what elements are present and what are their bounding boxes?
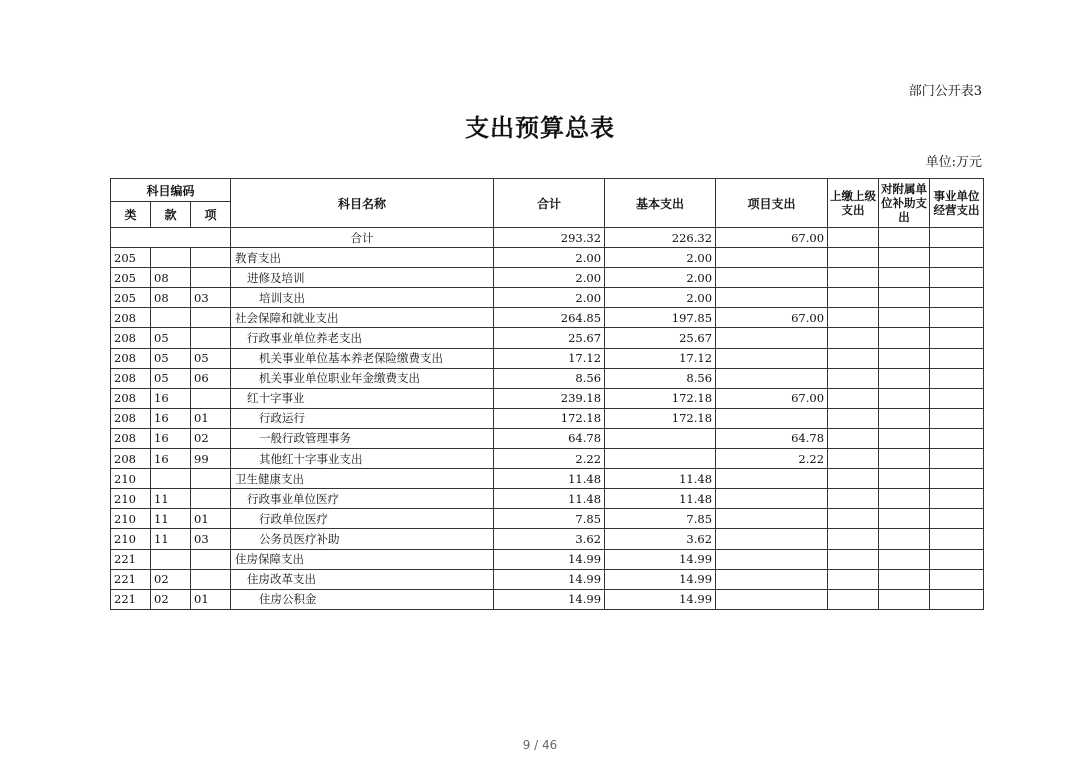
table-row bbox=[111, 308, 984, 328]
code-kuan-cell: 08 bbox=[151, 288, 191, 308]
business-cell bbox=[930, 348, 984, 368]
table-row bbox=[111, 489, 984, 509]
basic-cell: 25.67 bbox=[605, 328, 716, 348]
header-total: 合计 bbox=[494, 179, 605, 228]
code-kuan-cell bbox=[151, 248, 191, 268]
business-cell bbox=[930, 428, 984, 448]
subsidy-cell bbox=[879, 428, 930, 448]
basic-cell: 197.85 bbox=[605, 308, 716, 328]
project-cell: 67.00 bbox=[716, 308, 828, 328]
subject-name-cell: 公务员医疗补助 bbox=[231, 529, 494, 549]
code-xiang-cell bbox=[191, 308, 231, 328]
header-subject-code: 科目编码 bbox=[111, 179, 231, 202]
code-lei-cell: 205 bbox=[111, 248, 151, 268]
total-cell: 8.56 bbox=[494, 368, 605, 388]
upper-cell bbox=[828, 388, 879, 408]
header-subsidiary-subsidy: 对附属单位补助支出 bbox=[879, 179, 930, 228]
subject-name-cell: 行政事业单位医疗 bbox=[231, 489, 494, 509]
basic-cell: 172.18 bbox=[605, 408, 716, 428]
total-subsidy-cell bbox=[879, 228, 930, 248]
project-cell bbox=[716, 368, 828, 388]
code-kuan-cell: 11 bbox=[151, 509, 191, 529]
subsidy-cell bbox=[879, 288, 930, 308]
upper-cell bbox=[828, 328, 879, 348]
code-kuan-cell: 16 bbox=[151, 428, 191, 448]
code-lei-cell: 208 bbox=[111, 368, 151, 388]
subject-name-cell: 住房公积金 bbox=[231, 589, 494, 609]
table-row bbox=[111, 569, 984, 589]
subsidy-cell bbox=[879, 589, 930, 609]
code-xiang-cell bbox=[191, 268, 231, 288]
upper-cell bbox=[828, 288, 879, 308]
total-business-cell bbox=[930, 228, 984, 248]
basic-cell: 17.12 bbox=[605, 348, 716, 368]
subject-name-cell: 红十字事业 bbox=[231, 388, 494, 408]
basic-cell: 14.99 bbox=[605, 569, 716, 589]
table-row bbox=[111, 529, 984, 549]
code-kuan-cell bbox=[151, 469, 191, 489]
basic-cell: 2.00 bbox=[605, 268, 716, 288]
table-row bbox=[111, 388, 984, 408]
project-cell: 2.22 bbox=[716, 449, 828, 469]
basic-cell: 11.48 bbox=[605, 469, 716, 489]
code-kuan-cell: 16 bbox=[151, 449, 191, 469]
table-row bbox=[111, 248, 984, 268]
code-kuan-cell: 05 bbox=[151, 368, 191, 388]
business-cell bbox=[930, 248, 984, 268]
table-row bbox=[111, 509, 984, 529]
subsidy-cell bbox=[879, 268, 930, 288]
business-cell bbox=[930, 288, 984, 308]
code-xiang-cell: 01 bbox=[191, 589, 231, 609]
subject-name-cell: 行政事业单位养老支出 bbox=[231, 328, 494, 348]
subsidy-cell bbox=[879, 529, 930, 549]
business-cell bbox=[930, 509, 984, 529]
table-row bbox=[111, 348, 984, 368]
basic-cell: 14.99 bbox=[605, 589, 716, 609]
header-xiang: 项 bbox=[191, 202, 231, 228]
page-title: 支出预算总表 bbox=[465, 113, 615, 142]
business-cell bbox=[930, 388, 984, 408]
code-xiang-cell bbox=[191, 328, 231, 348]
total-name-cell: 合计 bbox=[231, 228, 494, 248]
subject-name-cell: 其他红十字事业支出 bbox=[231, 449, 494, 469]
upper-cell bbox=[828, 428, 879, 448]
code-lei-cell: 221 bbox=[111, 589, 151, 609]
business-cell bbox=[930, 368, 984, 388]
code-xiang-cell: 03 bbox=[191, 529, 231, 549]
upper-cell bbox=[828, 348, 879, 368]
code-lei-cell: 208 bbox=[111, 408, 151, 428]
table-row bbox=[111, 268, 984, 288]
table-row bbox=[111, 288, 984, 308]
table-row bbox=[111, 549, 984, 569]
header-business-operation: 事业单位经营支出 bbox=[930, 179, 984, 228]
total-cell: 25.67 bbox=[494, 328, 605, 348]
code-lei-cell: 208 bbox=[111, 428, 151, 448]
subsidy-cell bbox=[879, 388, 930, 408]
business-cell bbox=[930, 408, 984, 428]
total-cell: 14.99 bbox=[494, 569, 605, 589]
total-row bbox=[111, 228, 984, 248]
subject-name-cell: 行政单位医疗 bbox=[231, 509, 494, 529]
total-cell: 172.18 bbox=[494, 408, 605, 428]
subsidy-cell bbox=[879, 408, 930, 428]
unit-label: 单位:万元 bbox=[925, 155, 982, 170]
project-cell bbox=[716, 489, 828, 509]
subsidy-cell bbox=[879, 509, 930, 529]
code-lei-cell: 210 bbox=[111, 529, 151, 549]
code-xiang-cell: 01 bbox=[191, 509, 231, 529]
total-cell: 2.00 bbox=[494, 248, 605, 268]
code-xiang-cell: 99 bbox=[191, 449, 231, 469]
code-lei-cell: 205 bbox=[111, 268, 151, 288]
table-row bbox=[111, 469, 984, 489]
subject-name-cell: 教育支出 bbox=[231, 248, 494, 268]
project-cell bbox=[716, 469, 828, 489]
upper-cell bbox=[828, 469, 879, 489]
total-cell: 2.00 bbox=[494, 288, 605, 308]
header-kuan: 款 bbox=[151, 202, 191, 228]
table-row bbox=[111, 449, 984, 469]
code-lei-cell: 221 bbox=[111, 569, 151, 589]
total-cell: 2.22 bbox=[494, 449, 605, 469]
total-cell: 11.48 bbox=[494, 469, 605, 489]
basic-cell: 7.85 bbox=[605, 509, 716, 529]
basic-cell: 172.18 bbox=[605, 388, 716, 408]
total-cell: 264.85 bbox=[494, 308, 605, 328]
basic-cell bbox=[605, 449, 716, 469]
code-kuan-cell bbox=[151, 549, 191, 569]
project-cell bbox=[716, 288, 828, 308]
code-xiang-cell: 06 bbox=[191, 368, 231, 388]
subject-name-cell: 住房改革支出 bbox=[231, 569, 494, 589]
project-cell bbox=[716, 348, 828, 368]
project-cell bbox=[716, 529, 828, 549]
business-cell bbox=[930, 489, 984, 509]
subsidy-cell bbox=[879, 569, 930, 589]
total-cell: 7.85 bbox=[494, 509, 605, 529]
subsidy-cell bbox=[879, 368, 930, 388]
total-upper-cell bbox=[828, 228, 879, 248]
basic-cell: 3.62 bbox=[605, 529, 716, 549]
business-cell bbox=[930, 268, 984, 288]
subsidy-cell bbox=[879, 248, 930, 268]
code-lei-cell: 205 bbox=[111, 288, 151, 308]
upper-cell bbox=[828, 589, 879, 609]
project-cell bbox=[716, 248, 828, 268]
subject-name-cell: 进修及培训 bbox=[231, 268, 494, 288]
subject-name-cell: 卫生健康支出 bbox=[231, 469, 494, 489]
total-code-cell bbox=[111, 228, 231, 248]
code-xiang-cell: 03 bbox=[191, 288, 231, 308]
upper-cell bbox=[828, 569, 879, 589]
project-cell bbox=[716, 509, 828, 529]
code-xiang-cell bbox=[191, 549, 231, 569]
project-cell bbox=[716, 408, 828, 428]
upper-cell bbox=[828, 408, 879, 428]
upper-cell bbox=[828, 368, 879, 388]
header-basic-expenditure: 基本支出 bbox=[605, 179, 716, 228]
total-cell: 14.99 bbox=[494, 589, 605, 609]
code-lei-cell: 221 bbox=[111, 549, 151, 569]
table-row bbox=[111, 589, 984, 609]
business-cell bbox=[930, 328, 984, 348]
basic-cell: 2.00 bbox=[605, 288, 716, 308]
project-cell bbox=[716, 549, 828, 569]
total-basic-cell: 226.32 bbox=[605, 228, 716, 248]
project-cell bbox=[716, 589, 828, 609]
basic-cell: 8.56 bbox=[605, 368, 716, 388]
upper-cell bbox=[828, 529, 879, 549]
table-row bbox=[111, 408, 984, 428]
upper-cell bbox=[828, 449, 879, 469]
code-lei-cell: 208 bbox=[111, 308, 151, 328]
code-kuan-cell: 11 bbox=[151, 529, 191, 549]
upper-cell bbox=[828, 268, 879, 288]
total-cell: 239.18 bbox=[494, 388, 605, 408]
business-cell bbox=[930, 308, 984, 328]
code-lei-cell: 210 bbox=[111, 509, 151, 529]
basic-cell: 14.99 bbox=[605, 549, 716, 569]
total-cell: 3.62 bbox=[494, 529, 605, 549]
code-kuan-cell: 08 bbox=[151, 268, 191, 288]
upper-cell bbox=[828, 248, 879, 268]
code-xiang-cell bbox=[191, 469, 231, 489]
subsidy-cell bbox=[879, 449, 930, 469]
header-upper-payment: 上缴上级支出 bbox=[828, 179, 879, 228]
total-cell: 14.99 bbox=[494, 549, 605, 569]
header-project-expenditure: 项目支出 bbox=[716, 179, 828, 228]
code-xiang-cell: 02 bbox=[191, 428, 231, 448]
project-cell bbox=[716, 268, 828, 288]
subsidy-cell bbox=[879, 308, 930, 328]
header-lei: 类 bbox=[111, 202, 151, 228]
total-cell: 64.78 bbox=[494, 428, 605, 448]
code-lei-cell: 210 bbox=[111, 489, 151, 509]
code-xiang-cell bbox=[191, 489, 231, 509]
subsidy-cell bbox=[879, 549, 930, 569]
total-project-cell: 67.00 bbox=[716, 228, 828, 248]
basic-cell bbox=[605, 428, 716, 448]
total-cell: 17.12 bbox=[494, 348, 605, 368]
basic-cell: 2.00 bbox=[605, 248, 716, 268]
code-kuan-cell: 16 bbox=[151, 388, 191, 408]
code-lei-cell: 208 bbox=[111, 388, 151, 408]
total-cell: 2.00 bbox=[494, 268, 605, 288]
project-cell: 64.78 bbox=[716, 428, 828, 448]
subject-name-cell: 机关事业单位职业年金缴费支出 bbox=[231, 368, 494, 388]
code-xiang-cell bbox=[191, 248, 231, 268]
business-cell bbox=[930, 589, 984, 609]
subject-name-cell: 机关事业单位基本养老保险缴费支出 bbox=[231, 348, 494, 368]
code-lei-cell: 208 bbox=[111, 449, 151, 469]
code-kuan-cell: 05 bbox=[151, 348, 191, 368]
subsidy-cell bbox=[879, 328, 930, 348]
business-cell bbox=[930, 569, 984, 589]
code-kuan-cell: 11 bbox=[151, 489, 191, 509]
basic-cell: 11.48 bbox=[605, 489, 716, 509]
subsidy-cell bbox=[879, 469, 930, 489]
subject-name-cell: 住房保障支出 bbox=[231, 549, 494, 569]
table-row bbox=[111, 368, 984, 388]
business-cell bbox=[930, 469, 984, 489]
code-lei-cell: 208 bbox=[111, 348, 151, 368]
project-cell bbox=[716, 569, 828, 589]
code-xiang-cell bbox=[191, 569, 231, 589]
subject-name-cell: 培训支出 bbox=[231, 288, 494, 308]
code-lei-cell: 210 bbox=[111, 469, 151, 489]
business-cell bbox=[930, 449, 984, 469]
upper-cell bbox=[828, 549, 879, 569]
subject-name-cell: 社会保障和就业支出 bbox=[231, 308, 494, 328]
total-total-cell: 293.32 bbox=[494, 228, 605, 248]
table-row bbox=[111, 428, 984, 448]
subsidy-cell bbox=[879, 489, 930, 509]
expenditure-budget-table bbox=[110, 178, 984, 610]
code-kuan-cell: 02 bbox=[151, 589, 191, 609]
subject-name-cell: 一般行政管理事务 bbox=[231, 428, 494, 448]
code-kuan-cell: 16 bbox=[151, 408, 191, 428]
upper-cell bbox=[828, 308, 879, 328]
table-number-label: 部门公开表3 bbox=[908, 84, 982, 99]
business-cell bbox=[930, 529, 984, 549]
upper-cell bbox=[828, 489, 879, 509]
total-cell: 11.48 bbox=[494, 489, 605, 509]
project-cell: 67.00 bbox=[716, 388, 828, 408]
upper-cell bbox=[828, 509, 879, 529]
code-xiang-cell: 01 bbox=[191, 408, 231, 428]
code-kuan-cell: 02 bbox=[151, 569, 191, 589]
project-cell bbox=[716, 328, 828, 348]
table-row bbox=[111, 328, 984, 348]
code-lei-cell: 208 bbox=[111, 328, 151, 348]
code-kuan-cell bbox=[151, 308, 191, 328]
subject-name-cell: 行政运行 bbox=[231, 408, 494, 428]
subsidy-cell bbox=[879, 348, 930, 368]
code-xiang-cell bbox=[191, 388, 231, 408]
header-subject-name: 科目名称 bbox=[231, 179, 494, 228]
code-xiang-cell: 05 bbox=[191, 348, 231, 368]
page-indicator: 9 / 46 bbox=[522, 738, 558, 752]
business-cell bbox=[930, 549, 984, 569]
code-kuan-cell: 05 bbox=[151, 328, 191, 348]
